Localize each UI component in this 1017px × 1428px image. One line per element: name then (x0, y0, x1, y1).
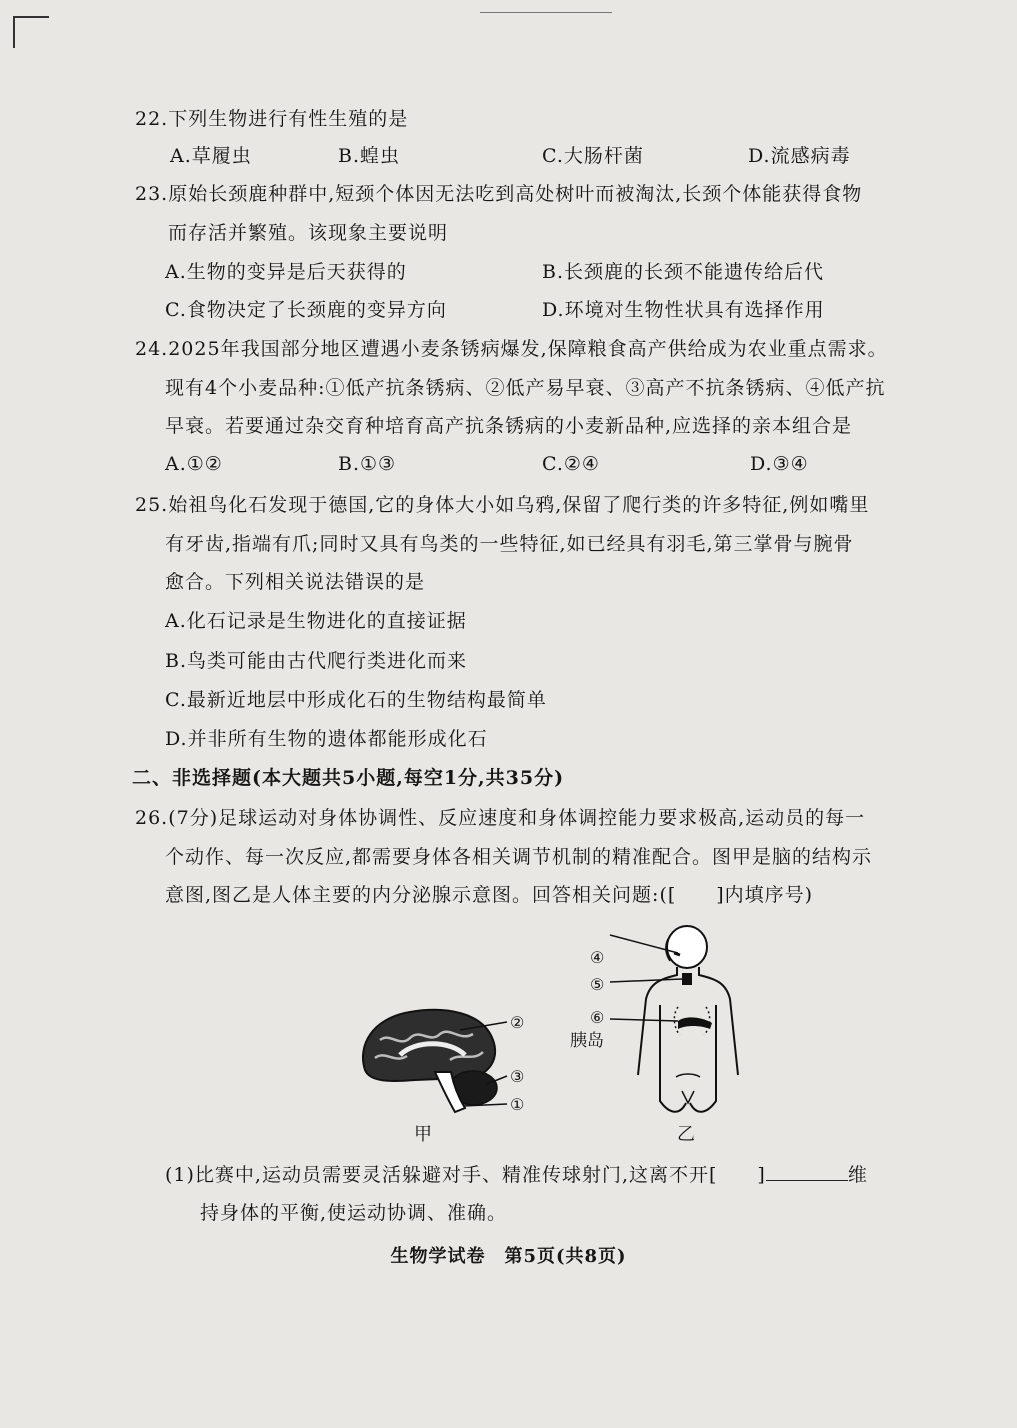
leader-line-5 (610, 979, 682, 982)
q25-stem-line1: 25.始祖鸟化石发现于德国,它的身体大小如乌鸦,保留了爬行类的许多特征,例如嘴里 (135, 494, 870, 516)
q25-stem-line3: 愈合。下列相关说法错误的是 (165, 571, 426, 593)
pancreas (678, 1017, 712, 1029)
q24-stem-line2: 现有4个小麦品种:①低产抗条锈病、②低产易早衰、③高产不抗条锈病、④低产抗 (165, 377, 886, 399)
thyroid-gland (682, 973, 692, 985)
answer-blank[interactable] (766, 1160, 848, 1181)
q26-stem-line2: 个动作、每一次反应,都需要身体各相关调节机制的精准配合。图甲是脑的结构示 (165, 846, 873, 868)
q22-option-d: D.流感病毒 (748, 145, 851, 167)
q24-stem-line1: 24.2025年我国部分地区遭遇小麦条锈病爆发,保障粮食高产供给成为农业重点需求。 (135, 338, 888, 360)
q25-option-c: C.最新近地层中形成化石的生物结构最简单 (165, 689, 547, 711)
q26-stem-line1: 26.(7分)足球运动对身体协调性、反应速度和身体调控能力要求极高,运动员的每一 (135, 807, 866, 829)
q24-option-b: B.①③ (338, 453, 397, 475)
endocrine-label-5: ⑤ (590, 975, 605, 994)
brain-label-1: ① (510, 1095, 525, 1114)
q23-option-b: B.长颈鹿的长颈不能遗传给后代 (542, 261, 825, 283)
q26-sub1-line2: 持身体的平衡,使运动协调、准确。 (200, 1202, 508, 1224)
q23-stem-line1: 23.原始长颈鹿种群中,短颈个体因无法吃到高处树叶而被淘汰,长颈个体能获得食物 (135, 183, 863, 205)
q23-option-a: A.生物的变异是后天获得的 (165, 261, 407, 283)
q22-option-c: C.大肠杆菌 (542, 145, 644, 167)
gonads (676, 1074, 700, 1103)
corner-crop-mark (13, 16, 49, 48)
figure-b-caption: 乙 (677, 1124, 695, 1145)
head-outline (667, 926, 707, 968)
endocrine-label-6: ⑥ (590, 1008, 605, 1027)
page-footer: 生物学试卷 第5页(共8页) (390, 1246, 627, 1267)
endocrine-label-4: ④ (590, 948, 605, 967)
leader-line-6 (610, 1019, 678, 1021)
q26-sub1-text: (1)比赛中,运动员需要灵活躲避对手、精准传球射门,这离不开[ ] (165, 1164, 766, 1186)
q23-option-d: D.环境对生物性状具有选择作用 (542, 299, 825, 321)
q26-stem-line3: 意图,图乙是人体主要的内分泌腺示意图。回答相关问题:([ ]内填序号) (165, 884, 814, 906)
q25-option-b: B.鸟类可能由古代爬行类进化而来 (165, 650, 468, 672)
q26-sub1-tail: 维 (847, 1164, 868, 1186)
body-outline (638, 967, 738, 1112)
brain-label-3: ③ (510, 1067, 525, 1086)
q23-option-c: C.食物决定了长颈鹿的变异方向 (165, 299, 447, 321)
endocrine-body-diagram (620, 925, 760, 1120)
q24-option-a: A.①② (165, 453, 223, 475)
q24-stem-line3: 早衰。若要通过杂交育种培育高产抗条锈病的小麦新品种,应选择的亲本组合是 (165, 415, 853, 437)
islet-label: 胰岛 (570, 1031, 604, 1051)
q25-stem-line2: 有牙齿,指端有爪;同时又具有鸟类的一些特征,如已经具有羽毛,第三掌骨与腕骨 (165, 533, 854, 555)
q22-option-b: B.蝗虫 (338, 145, 401, 167)
q25-option-a: A.化石记录是生物进化的直接证据 (165, 610, 467, 632)
brain-label-2: ② (510, 1013, 525, 1032)
q23-stem-line2: 而存活并繁殖。该现象主要说明 (168, 222, 449, 244)
q24-option-c: C.②④ (542, 453, 600, 475)
top-rule (480, 12, 612, 13)
figure-a-caption: 甲 (414, 1124, 432, 1145)
q22-stem: 22.下列生物进行有性生殖的是 (135, 108, 409, 130)
q25-option-d: D.并非所有生物的遗体都能形成化石 (165, 728, 488, 750)
brain-diagram (355, 1000, 515, 1120)
q22-option-a: A.草履虫 (170, 145, 252, 167)
section2-heading: 二、非选择题(本大题共5小题,每空1分,共35分) (132, 767, 565, 789)
q26-sub1-line1 (165, 1160, 868, 1188)
q24-option-d: D.③④ (750, 453, 809, 475)
